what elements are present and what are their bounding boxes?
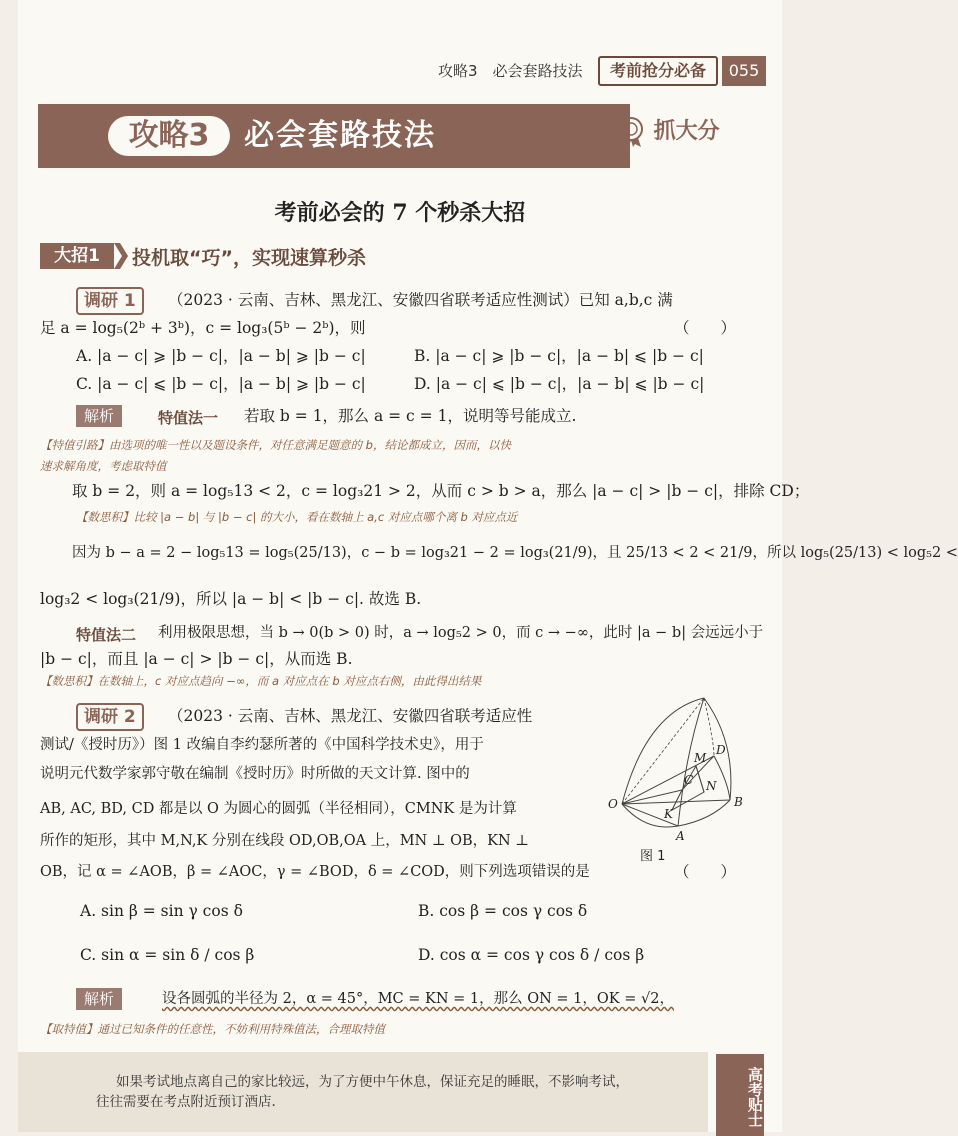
option-c-1: C. |a − c| ⩽ |b − c|，|a − b| ⩾ |b − c| (76, 375, 366, 393)
analysis1-line3: 取 b = 2，则 a = log₅13 < 2，c = log₃21 > 2，从而 c > b > a，那么 |a − c| > |b − c|，排除 CD； (72, 482, 810, 500)
study2-line5: 所作的矩形，其中 M,N,K 分别在线段 OD,OB,OA 上，MN ⊥ OB，KN ⊥ (40, 833, 529, 849)
medal-icon (616, 116, 646, 148)
note-limit: 【数思积】在数轴上，c 对应点趋向 −∞，而 a 对应点在 b 对应点右侧，由此得出结果 (40, 674, 482, 688)
option-b-2: B. cos β = cos γ cos δ (418, 902, 588, 920)
method1-text: 若取 b = 1，那么 a = c = 1，说明等号能成立. (244, 407, 577, 425)
trick-pill: 大招1 (40, 243, 114, 269)
study1-line2: 足 a = log₅(2ᵇ + 3ᵇ)，c = log₃(5ᵇ − 2ᵇ)，则 (40, 319, 366, 337)
figure-sphere-diagram (586, 692, 756, 852)
note-number-line: 【数思积】比较 |a − b| 与 |b − c| 的大小，看在数轴上 a,c 对应点哪个离 b 对应点近 (76, 510, 518, 524)
analysis-tag-1: 解析 (76, 405, 122, 427)
answer-paren-2: （ ） (674, 863, 737, 881)
badge-label: 抓大分 (653, 119, 720, 144)
analysis1-line5: log₃2 < log₃(21/9)，所以 |a − b| < |b − c|. 故选 B. (40, 590, 422, 608)
page-number: 055 (722, 56, 766, 86)
tips-side-tab: 高考贴士 (716, 1054, 764, 1136)
chapter-title: 必会套路技法 (244, 118, 436, 153)
analysis1-line6: |b − c|，而且 |a − c| > |b − c|，从而选 B. (40, 650, 353, 668)
option-a-2: A. sin β = sin γ cos δ (80, 902, 243, 920)
running-header: 攻略3 必会套路技法 (438, 62, 583, 80)
method-2: 特值法二 (76, 626, 137, 644)
header-tag: 考前抢分必备 (598, 56, 718, 86)
fig-label-N: N (706, 779, 717, 793)
fig-label-C: C (684, 773, 694, 787)
badge (616, 114, 720, 148)
method-1: 特值法一 (158, 409, 219, 427)
tips-line-1: 如果考试地点离自己的家比较远，为了方便中午休息，保证充足的睡眠，不影响考试， (116, 1074, 629, 1090)
fig-label-M: M (694, 751, 707, 765)
option-d-2: D. cos α = cos γ cos δ / cos β (418, 946, 645, 964)
method2-text: 利用极限思想，当 b → 0(b > 0) 时，a → log₅2 > 0，而 c → −∞，此时 |a − b| 会远远小于 (158, 625, 764, 641)
study-tag-2: 调研 2 (76, 703, 144, 731)
chapter-pill: 攻略3 (108, 116, 230, 156)
note-take-special: 【取特值】通过已知条件的任意性，不妨利用特殊值法，合理取特值 (40, 1022, 385, 1036)
study2-line4: AB, AC, BD, CD 都是以 O 为圆心的圆弧（半径相同），CMNK 是为计算 (40, 801, 517, 817)
analysis1-line4: 因为 b − a = 2 − log₅13 = log₅(25/13)，c − b = log₃21 − 2 = log₃(21/9)，且 25/13 < 2 < 21/9，所以 log₅(25/13) < log₅2 < (72, 545, 958, 561)
study1-line1: （2023 · 云南、吉林、黑龙江、安徽四省联考适应性测试）已知 a,b,c 满 (168, 291, 673, 309)
analysis-tag-2: 解析 (76, 988, 122, 1010)
fig-label-D: D (716, 743, 726, 757)
option-d-1: D. |a − c| ⩽ |b − c|，|a − b| ⩽ |b − c| (414, 375, 705, 393)
option-a-1: A. |a − c| ⩾ |b − c|，|a − b| ⩾ |b − c| (76, 347, 366, 365)
answer-paren-1: （ ） (674, 319, 737, 337)
fig-label-B: B (734, 795, 743, 809)
fig-label-O: O (608, 797, 618, 811)
section-title: 考前必会的 7 个秒杀大招 (274, 200, 526, 226)
option-b-1: B. |a − c| ⩾ |b − c|，|a − b| ⩽ |b − c| (414, 347, 704, 365)
option-c-2: C. sin α = sin δ / cos β (80, 946, 255, 964)
note-special-value: 【特值引路】由选项的唯一性以及题设条件，对任意满足题意的 b，结论都成立，因而，以快 (40, 438, 511, 452)
study2-line6: OB，记 α = ∠AOB，β = ∠AOC，γ = ∠BOD，δ = ∠COD，则下列选项错误的是 (40, 864, 590, 880)
note-special-value-cont: 速求解角度，考虑取特值 (40, 459, 167, 473)
figure-caption: 图 1 (640, 849, 666, 864)
chevron-right-icon (114, 243, 128, 269)
study2-line2: 测试/《授时历》）图 1 改编自李约瑟所著的《中国科学技术史》，用于 (40, 737, 484, 753)
fig-label-A: A (676, 829, 685, 843)
fig-label-K: K (664, 807, 673, 821)
analysis2-text: 设各圆弧的半径为 2，α = 45°，MC = KN = 1，那么 ON = 1，OK = √2， (162, 991, 674, 1007)
tips-line-2: 往往需要在考点附近预订酒店. (96, 1094, 276, 1110)
trick-title: 投机取“巧”，实现速算秒杀 (132, 247, 366, 269)
study-tag-1: 调研 1 (76, 287, 144, 315)
study2-line3: 说明元代数学家郭守敬在编制《授时历》时所做的天文计算. 图中的 (40, 766, 470, 782)
study2-line1: （2023 · 云南、吉林、黑龙江、安徽四省联考适应性 (168, 707, 533, 725)
